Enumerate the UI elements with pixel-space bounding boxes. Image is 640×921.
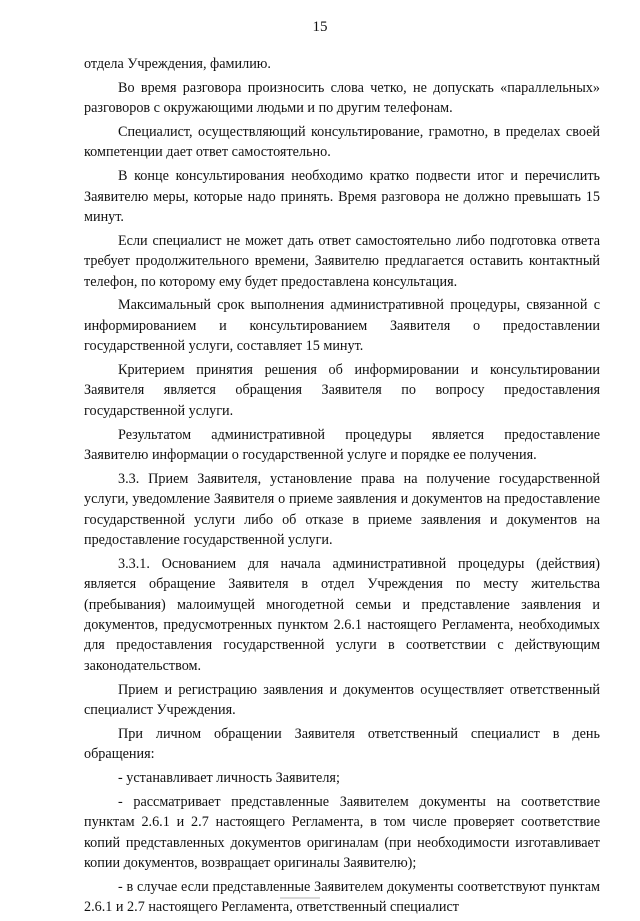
scan-artifact xyxy=(280,897,320,899)
section-3-3-heading: 3.3. Прием Заявителя, установление права на получение государственной услуги, уведомление Заявителя о приеме заявления и документов на предоставление государственной услуги либо об отказе в приеме заявления и документов на предоставление государственной услуги. xyxy=(84,470,600,549)
paragraph-7: Критерием принятия решения об информировании и консультировании Заявителя является обращения Заявителя по вопросу предоставления государственной услуги. xyxy=(84,362,600,419)
document-body xyxy=(84,54,600,921)
list-item-1: - устанавливает личность Заявителя; xyxy=(118,770,340,787)
paragraph-11: Прием и регистрацию заявления и документов осуществляет ответственный специалист Учреждения. xyxy=(84,681,600,719)
paragraph-4: В конце консультирования необходимо кратко подвести итог и перечислить Заявителю меры, которые надо принять. Время разговора не должно превышать 15 минут. xyxy=(84,168,600,226)
paragraph-3: Специалист, осуществляющий консультирование, грамотно, в пределах своей компетенции дает ответ самостоятельно. xyxy=(84,124,600,161)
page-number: 15 xyxy=(312,19,328,35)
paragraph-1: отдела Учреждения, фамилию. xyxy=(84,56,271,72)
paragraph-2: Во время разговора произносить слова четко, не допускать «параллельных» разговоров с окружающими людьми и по другим телефонам. xyxy=(84,79,600,117)
paragraph-12: При личном обращении Заявителя ответственный специалист в день обращения: xyxy=(84,725,600,763)
list-item-2: - рассматривает представленные Заявителем документы на соответствие пунктам 2.6.1 и 2.7 настоящего Регламента, в том числе проверяет соответствие копий представленных документов оригиналам (при необходимости изготавливает копии документов, возвращает оригиналы Заявителю); xyxy=(84,793,600,872)
section-3-3-1: 3.3.1. Основанием для начала административной процедуры (действия) является обращение Заявителя в отдел Учреждения по месту жительства (пребывания) малоимущей многодетной семьи и представление заявления и документов, предусмотренных пунктом 2.6.1 настоящего Регламента, необходимых для предоставления государственной услуги в соответствии с действующим законодательством. xyxy=(84,555,600,674)
paragraph-6: Максимальный срок выполнения административной процедуры, связанной с информированием и консультированием Заявителя о предоставлении государственной услуги, составляет 15 минут. xyxy=(84,297,600,355)
paragraph-8: Результатом административной процедуры является предоставление Заявителю информации о государственной услуге и порядке ее получения. xyxy=(84,426,600,464)
paragraph-5: Если специалист не может дать ответ самостоятельно либо подготовка ответа требует продолжительного времени, Заявителю предлагается оставить контактный телефон, по которому ему будет предоставлена консультация. xyxy=(84,232,600,290)
list-item-3: - в случае если представленные Заявителем документы соответствуют пунктам 2.6.1 и 2.7 настоящего Регламента, ответственный специалист xyxy=(84,878,600,916)
